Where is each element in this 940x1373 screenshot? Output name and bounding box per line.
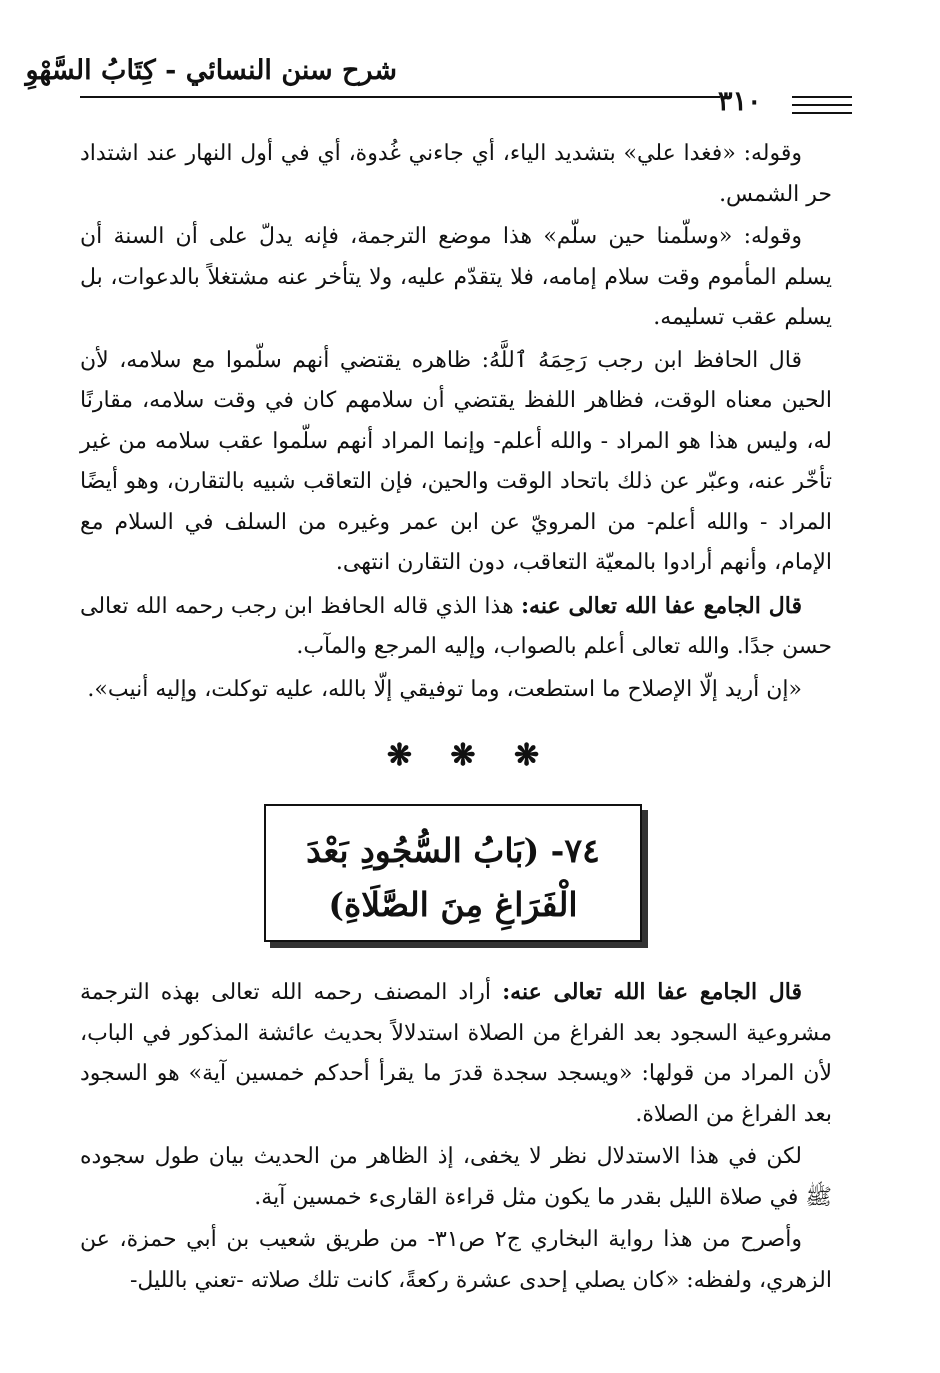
- paragraph-quote: «إن أريد إلّا الإصلاح ما استطعت، وما توفيقي إلّا بالله، عليه توكلت، وإليه أنيب».: [87, 676, 802, 702]
- bottom-text-block: [80, 972, 832, 1303]
- chapter-heading: ٧٤- (بَابُ السُّجُودِ بَعْدَ الْفَرَاغِ مِنَ الصَّلَاةِ): [306, 831, 600, 924]
- section-separator: ❋ ❋ ❋: [386, 738, 554, 773]
- header-rule-right-3: [792, 112, 852, 114]
- paragraph-jami-note-2: [80, 972, 832, 1135]
- paragraph-bukhari: وأصرح من هذا رواية البخاري ج٢ ص٣١- من طريق شعيب بن أبي حمزة، عن الزهري، ولفظه: «كان يصلي إحدى عشرة ركعةً، كانت تلك صلاته -تعني بالليل-: [80, 1227, 832, 1293]
- header-rule-right-1: [792, 96, 852, 98]
- paragraph-jami-note-1: [80, 586, 832, 668]
- header-rule-right-2: [792, 104, 852, 106]
- paragraph-ibn-rajab: قال الحافظ ابن رجب رَحِمَهُ ٱللَّهُ: ظاهره يقتضي أنهم سلّموا مع سلامه، لأن الحين معناه الوقت، فظاهر اللفظ يقتضي أن سلامهم كان في وقت سلامه، مقارنًا له، وليس هذا هو المراد - والله أعلم- وإنما المراد أنهم سلّموا عقب سلامه من غير تأخّر عنه، وعبّر عن ذلك باتحاد الوقت والحين، فإن التعاقب شبيه بالتقارن، وهو أيضًا المراد - والله أعلم- من المرويّ عن ابن عمر وغيره من السلف في السلام مع الإمام، وأنهم أرادوا بالمعيّة التعاقب، دون التقارن انتهى.: [80, 347, 832, 575]
- header-rule-top: [80, 96, 720, 98]
- page-number: ٣١٠: [718, 86, 762, 117]
- jami-text: أراد المصنف رحمه الله تعالى بهذه الترجمة مشروعية السجود بعد الفراغ من الصلاة استدلالاً بحديث عائشة المذكور في الباب، لأن المراد من قولها: «ويسجد سجدة قدرَ ما يقرأ أحدكم خمسين آية» هو السجود بعد الفراغ من الصلاة.: [80, 980, 833, 1127]
- jami-label: قال الجامع عفا الله تعالى عنه:: [502, 979, 802, 1005]
- jami-text: هذا الذي قاله الحافظ ابن رجب رحمه الله تعالى حسن جدًا. والله تعالى أعلم بالصواب، وإليه المرجع والمآب.: [80, 593, 832, 659]
- chapter-heading-box: [264, 804, 642, 942]
- paragraph-wa-sallamna: وقوله: «وسلّمنا حين سلّم» هذا موضع الترجمة، فإنه يدلّ على أن السنة أن يسلم المأموم وقت سلام إمامه، فلا يتقدّم عليه، ولا يتأخر عنه مشتغلاً بالدعوات، بل يسلم عقب تسليمه.: [80, 224, 832, 330]
- paragraph-istidlal: لكن في هذا الاستدلال نظر لا يخفى، إذ الظاهر من الحديث بيان طول سجوده ﷺ في صلاة الليل بقدر ما يكون مثل قراءة القارىء خمسين آية.: [80, 1144, 832, 1210]
- running-header-title: شرح سنن النسائي - كِتَابُ السَّهْوِ: [25, 55, 397, 86]
- paragraph-fagada: وقوله: «فغدا علي» بتشديد الياء، أي جاءني غُدوة، أي في أول النهار عند اشتداد حر الشمس.: [80, 141, 832, 207]
- top-text-block: [80, 134, 832, 712]
- jami-label: قال الجامع عفا الله تعالى عنه:: [520, 592, 802, 619]
